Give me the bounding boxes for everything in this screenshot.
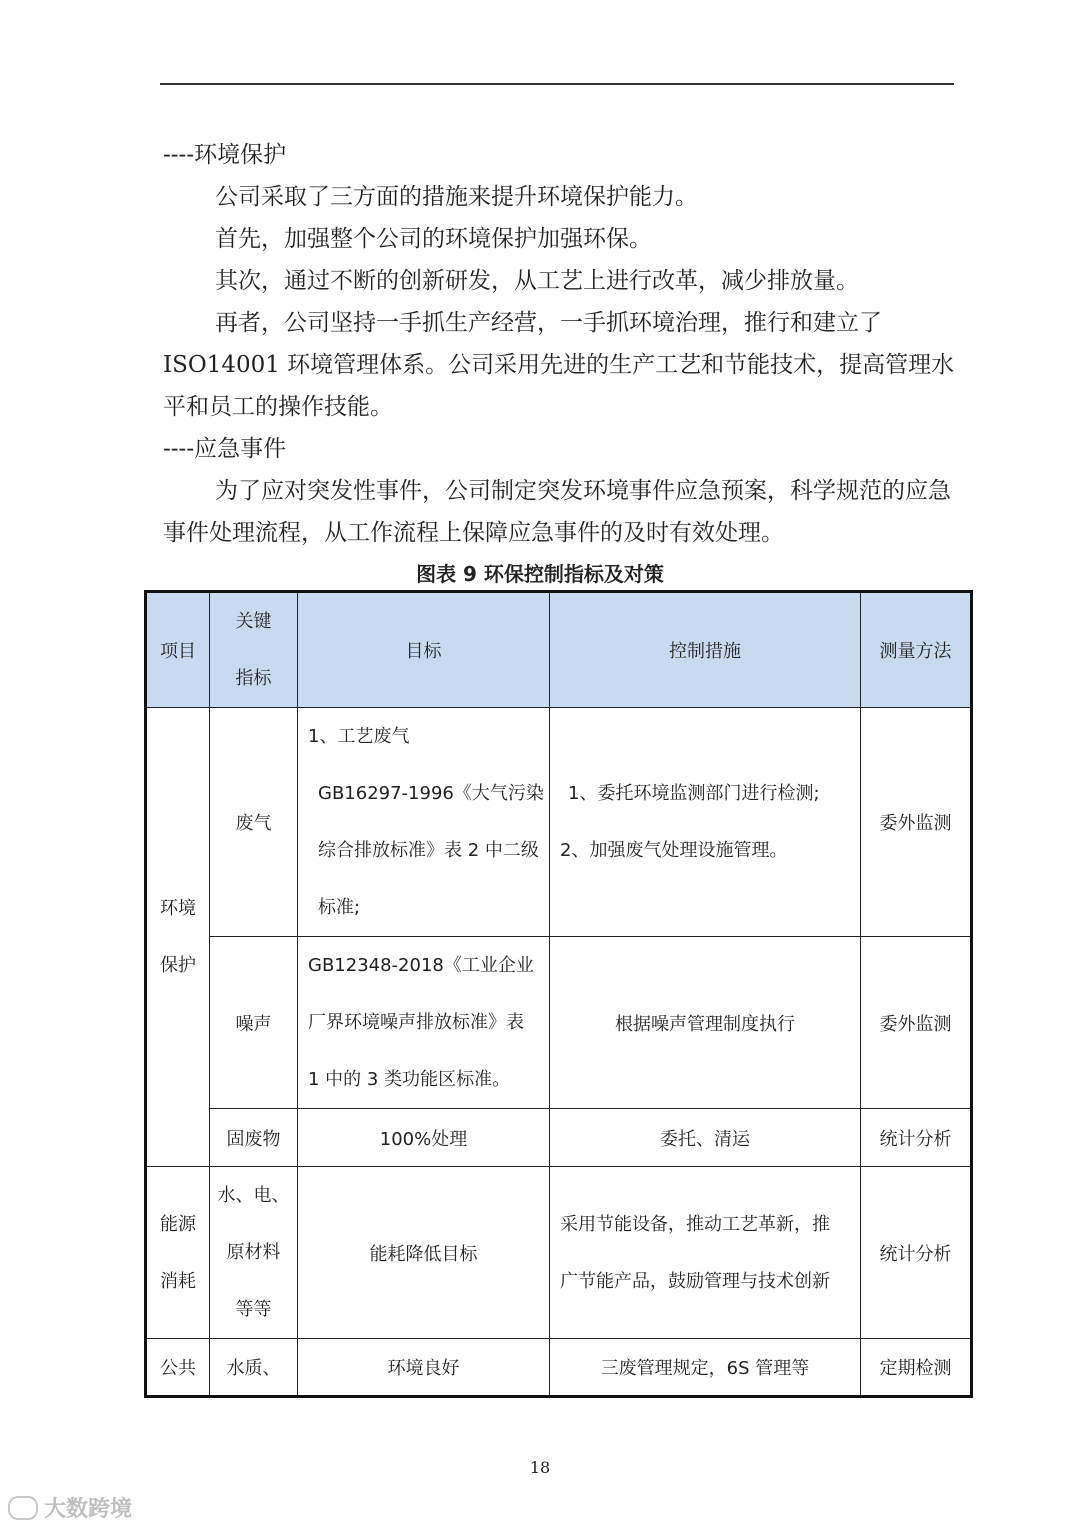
header-item: 项目	[146, 592, 210, 708]
measure-cell: 委外监测	[861, 937, 972, 1109]
table-row	[146, 937, 972, 1109]
header-rule	[160, 83, 954, 85]
table-caption: 图表 9 环保控制指标及对策	[416, 562, 664, 586]
measure-cell: 统计分析	[861, 1167, 972, 1339]
table-header-row	[146, 592, 972, 708]
table-row	[146, 1339, 972, 1397]
watermark	[8, 1492, 132, 1523]
page-number: 18	[529, 1458, 551, 1477]
measure-cell: 统计分析	[861, 1109, 972, 1167]
section-heading-env: ----环境保护	[163, 142, 287, 168]
paragraph: 公司采取了三方面的措施来提升环境保护能力。	[215, 184, 698, 210]
measure-cell: 委外监测	[861, 708, 972, 937]
indicator-cell: 废气	[210, 708, 298, 937]
paragraph: 其次，通过不断的创新研发，从工艺上进行改革，减少排放量。	[215, 268, 859, 294]
target-cell: 100%处理	[298, 1109, 550, 1167]
measure-cell: 定期检测	[861, 1339, 972, 1397]
indicator-cell: 固废物	[210, 1109, 298, 1167]
header-measure: 测量方法	[861, 592, 972, 708]
control-cell: 三废管理规定，6S 管理等	[550, 1339, 861, 1397]
group-energy: 能源 消耗	[146, 1167, 210, 1339]
control-cell: 委托、清运	[550, 1109, 861, 1167]
paragraph: 再者，公司坚持一手抓生产经营，一手抓环境治理，推行和建立了ISO14001 环境管理体系。公司采用先进的生产工艺和节能技术，提高管理水平和员工的操作技能。	[163, 310, 955, 420]
header-control: 控制措施	[550, 592, 861, 708]
control-cell: 根据噪声管理制度执行	[550, 937, 861, 1109]
target-cell: 能耗降低目标	[298, 1167, 550, 1339]
indicator-cell: 水质、	[210, 1339, 298, 1397]
watermark-logo-icon	[8, 1496, 38, 1520]
target-cell: 1、工艺废气 GB16297-1996《大气污染 综合排放标准》表 2 中二级 标准;	[298, 708, 550, 937]
group-env: 环境 保护	[146, 708, 210, 1167]
control-cell: 采用节能设备，推动工艺革新，推 广节能产品，鼓励管理与技术创新	[550, 1167, 861, 1339]
body-text	[163, 134, 955, 554]
header-target: 目标	[298, 592, 550, 708]
paragraph: 首先，加强整个公司的环境保护加强环保。	[215, 226, 652, 252]
table-row	[146, 1167, 972, 1339]
watermark-text: 大数跨境	[44, 1497, 133, 1522]
table-row	[146, 708, 972, 937]
table-row	[146, 1109, 972, 1167]
paragraph: 为了应对突发性事件，公司制定突发环境事件应急预案，科学规范的应急事件处理流程，从工作流程上保障应急事件的及时有效处理。	[163, 478, 951, 546]
indicator-cell: 噪声	[210, 937, 298, 1109]
target-cell: GB12348-2018《工业企业 厂界环境噪声排放标准》表 1 中的 3 类功能区标准。	[298, 937, 550, 1109]
header-key-indicator: 关键 指标	[210, 592, 298, 708]
group-public: 公共	[146, 1339, 210, 1397]
control-cell: 1、委托环境监测部门进行检测; 2、加强废气处理设施管理。	[550, 708, 861, 937]
target-cell: 环境良好	[298, 1339, 550, 1397]
indicator-cell: 水、电、 原材料 等等	[210, 1167, 298, 1339]
section-heading-emergency: ----应急事件	[163, 436, 287, 462]
env-control-table	[144, 590, 973, 1398]
